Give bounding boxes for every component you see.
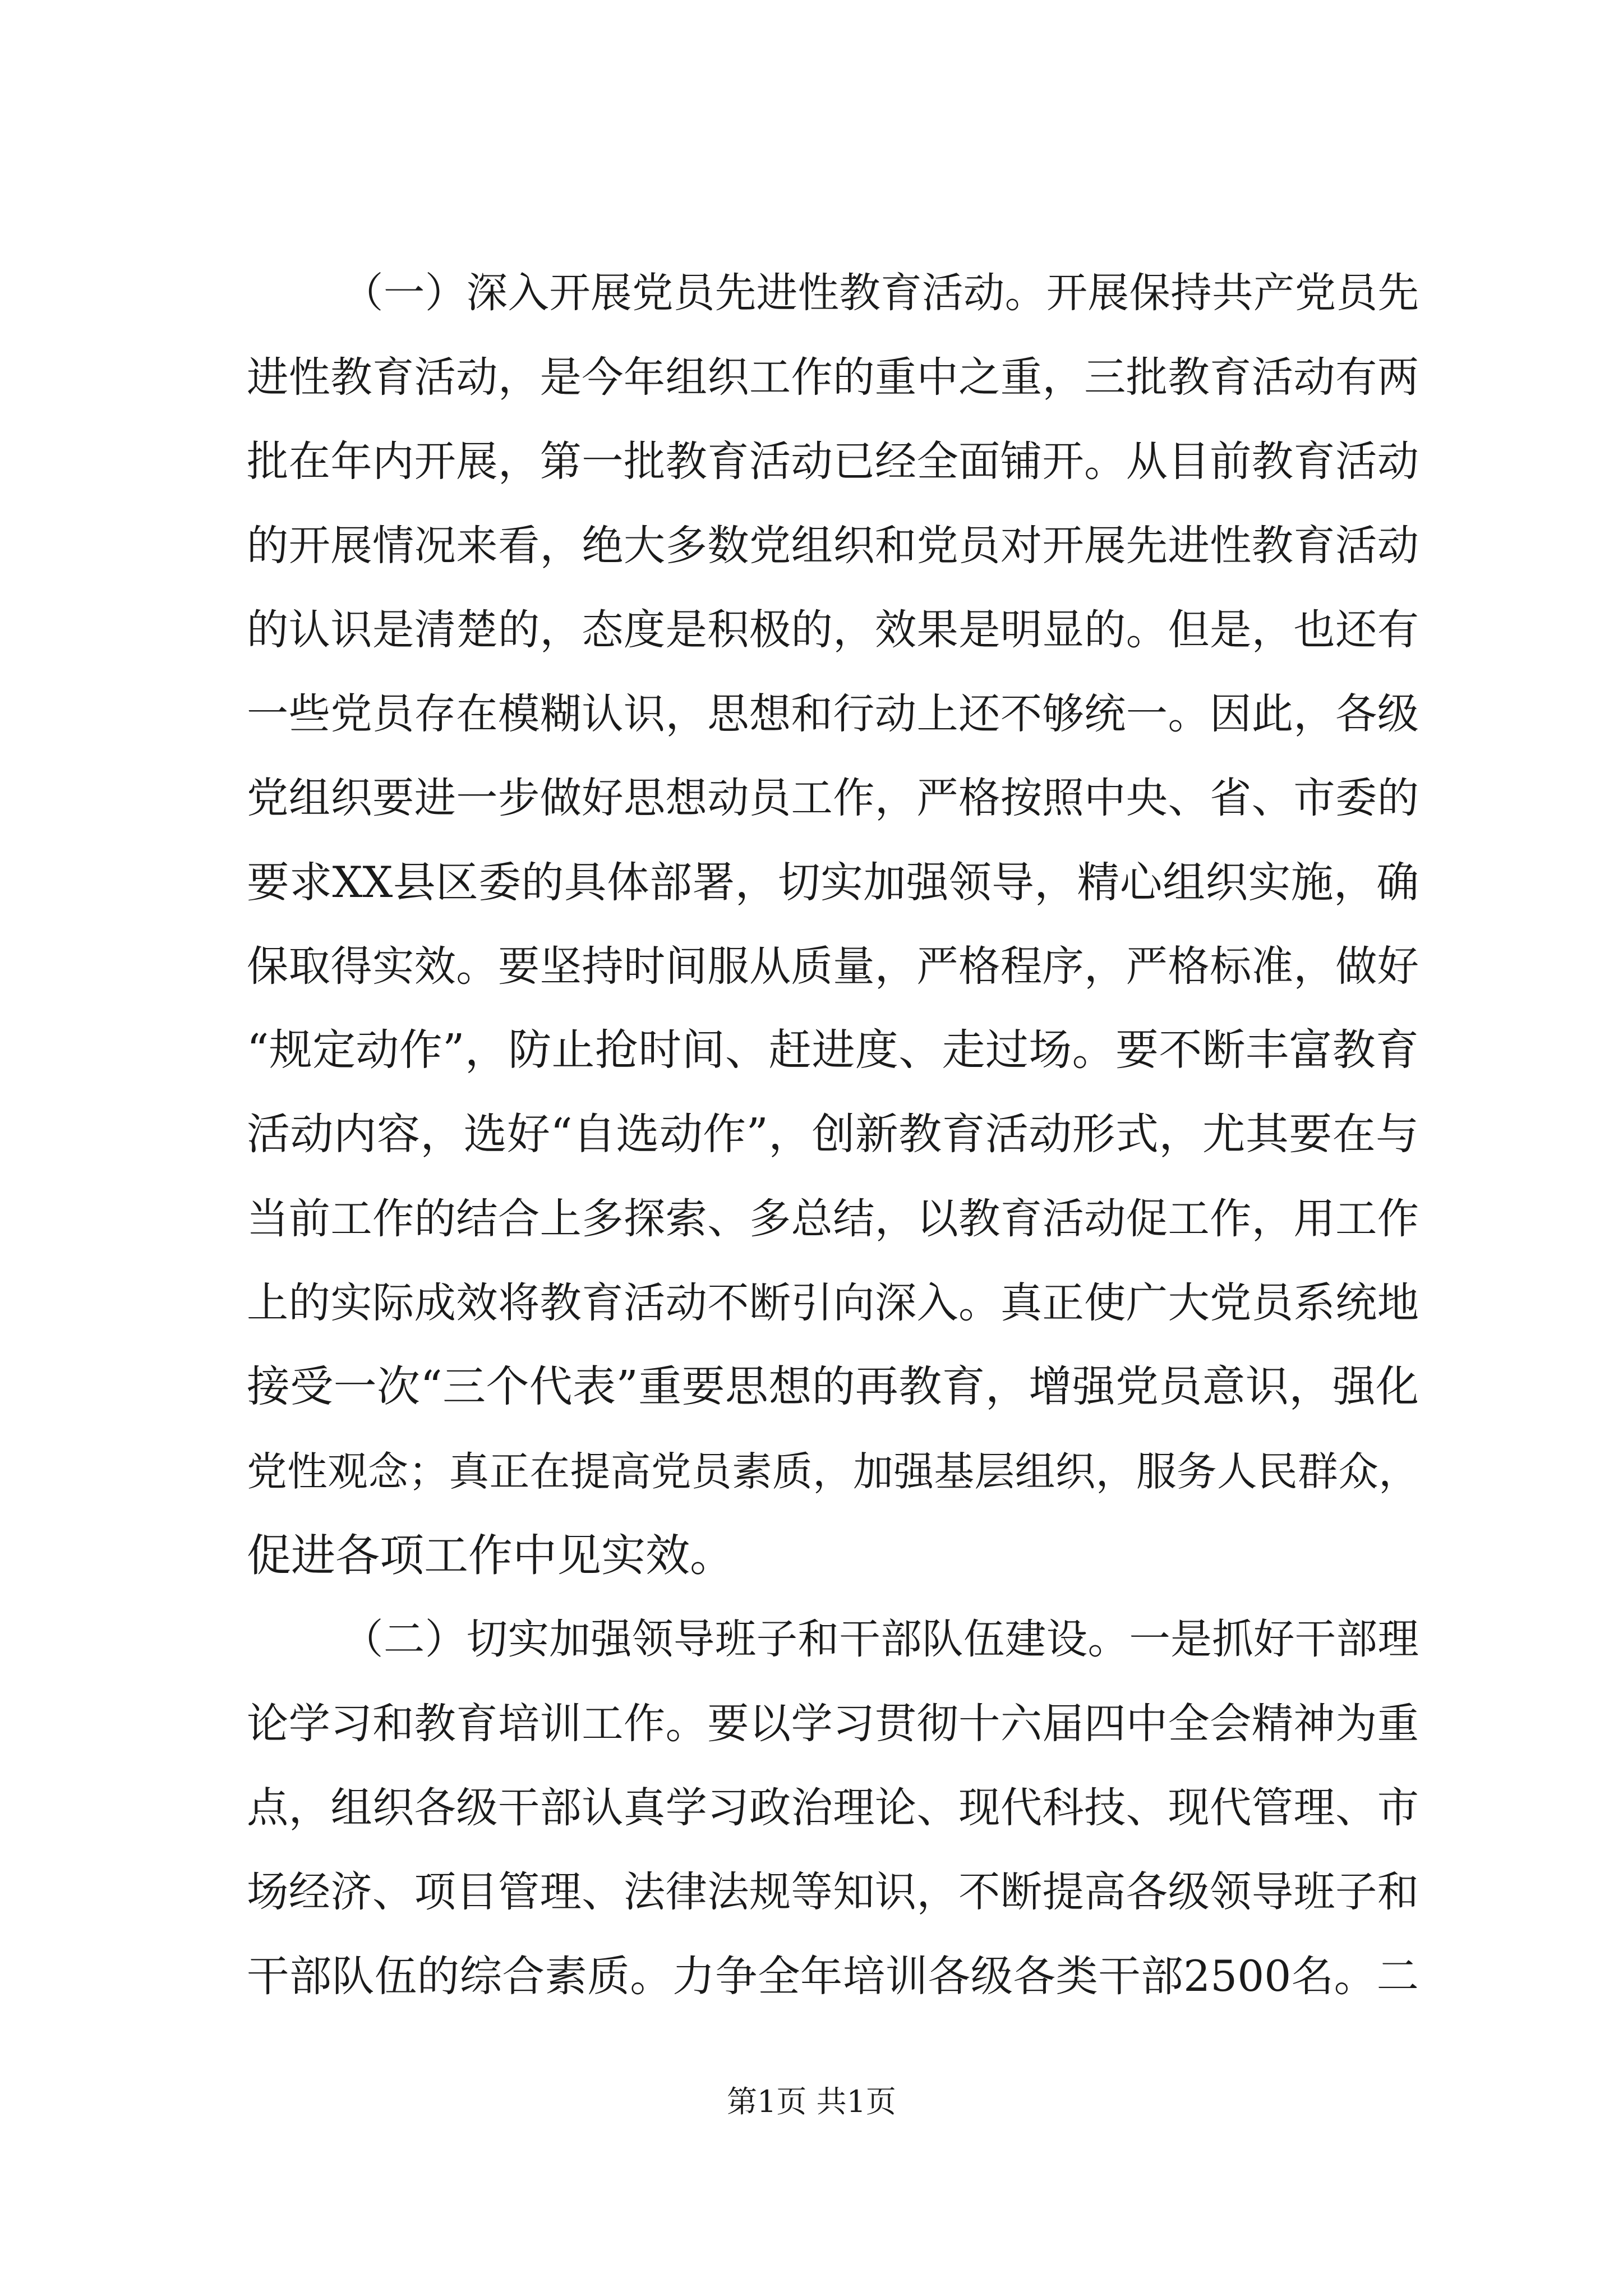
- paragraph-2-line-4: 场经济、项目管理、法律法规等知识，不断提高各级领导班子和: [247, 1867, 1419, 1916]
- paragraph-1-line-2: 进性教育活动，是今年组织工作的重中之重，三批教育活动有两: [247, 353, 1419, 402]
- paragraph-1-line-10: “规定动作”，防止抢时间、赶进度、走过场。要不断丰富教育: [247, 1025, 1419, 1075]
- paragraph-1-line-9: 保取得实效。要坚持时间服从质量，严格程序，严格标准，做好: [247, 942, 1419, 991]
- paragraph-1-line-7: 党组织要进一步做好思想动员工作，严格按照中央、省、市委的: [247, 774, 1419, 822]
- paragraph-1-line-8: 要求XX县区委的具体部署，切实加强领导，精心组织实施，确: [247, 858, 1419, 907]
- paragraph-1-line-4: 的开展情况来看，绝大多数党组织和党员对开展先进性教育活动: [247, 521, 1419, 570]
- paragraph-1-line-5: 的认识是清楚的，态度是积极的，效果是明显的。但是，也还有: [247, 605, 1419, 654]
- paragraph-1-line-15: 党性观念；真正在提高党员素质，加强基层组织，服务人民群众，: [247, 1448, 1419, 1495]
- document-body: [247, 251, 1419, 2018]
- paragraph-2-line-3: 点，组织各级干部认真学习政治理论、现代科技、现代管理、市: [247, 1783, 1419, 1832]
- paragraph-2-line-5: 干部队伍的综合素质。力争全年培训各级各类干部2500名。二: [247, 1952, 1419, 2001]
- paragraph-1-line-11: 活动内容，选好“自选动作”，创新教育活动形式，尤其要在与: [247, 1110, 1419, 1159]
- paragraph-1-line-6: 一些党员存在模糊认识，思想和行动上还不够统一。因此，各级: [247, 689, 1419, 738]
- paragraph-1-line-12: 当前工作的结合上多探索、多总结，以教育活动促工作，用工作: [247, 1194, 1419, 1243]
- page-footer: [0, 2082, 1623, 2122]
- paragraph-1-line-16: 促进各项工作中见实效。: [247, 1530, 734, 1581]
- page-number-indicator: 第1页 共1页: [727, 2084, 896, 2119]
- paragraph-1-line-14: 接受一次“三个代表”重要思想的再教育，增强党员意识，强化: [247, 1362, 1419, 1412]
- paragraph-1-line-1: （一）深入开展党员先进性教育活动。开展保持共产党员先: [342, 269, 1419, 317]
- paragraph-1-line-3: 批在年内开展，第一批教育活动已经全面铺开。从目前教育活动: [247, 437, 1419, 486]
- paragraph-1-line-13: 上的实际成效将教育活动不断引向深入。真正使广大党员系统地: [247, 1278, 1419, 1327]
- paragraph-2-line-2: 论学习和教育培训工作。要以学习贯彻十六届四中全会精神为重: [247, 1699, 1419, 1748]
- paragraph-2-line-1: （二）切实加强领导班子和干部队伍建设。一是抓好干部理: [342, 1616, 1419, 1663]
